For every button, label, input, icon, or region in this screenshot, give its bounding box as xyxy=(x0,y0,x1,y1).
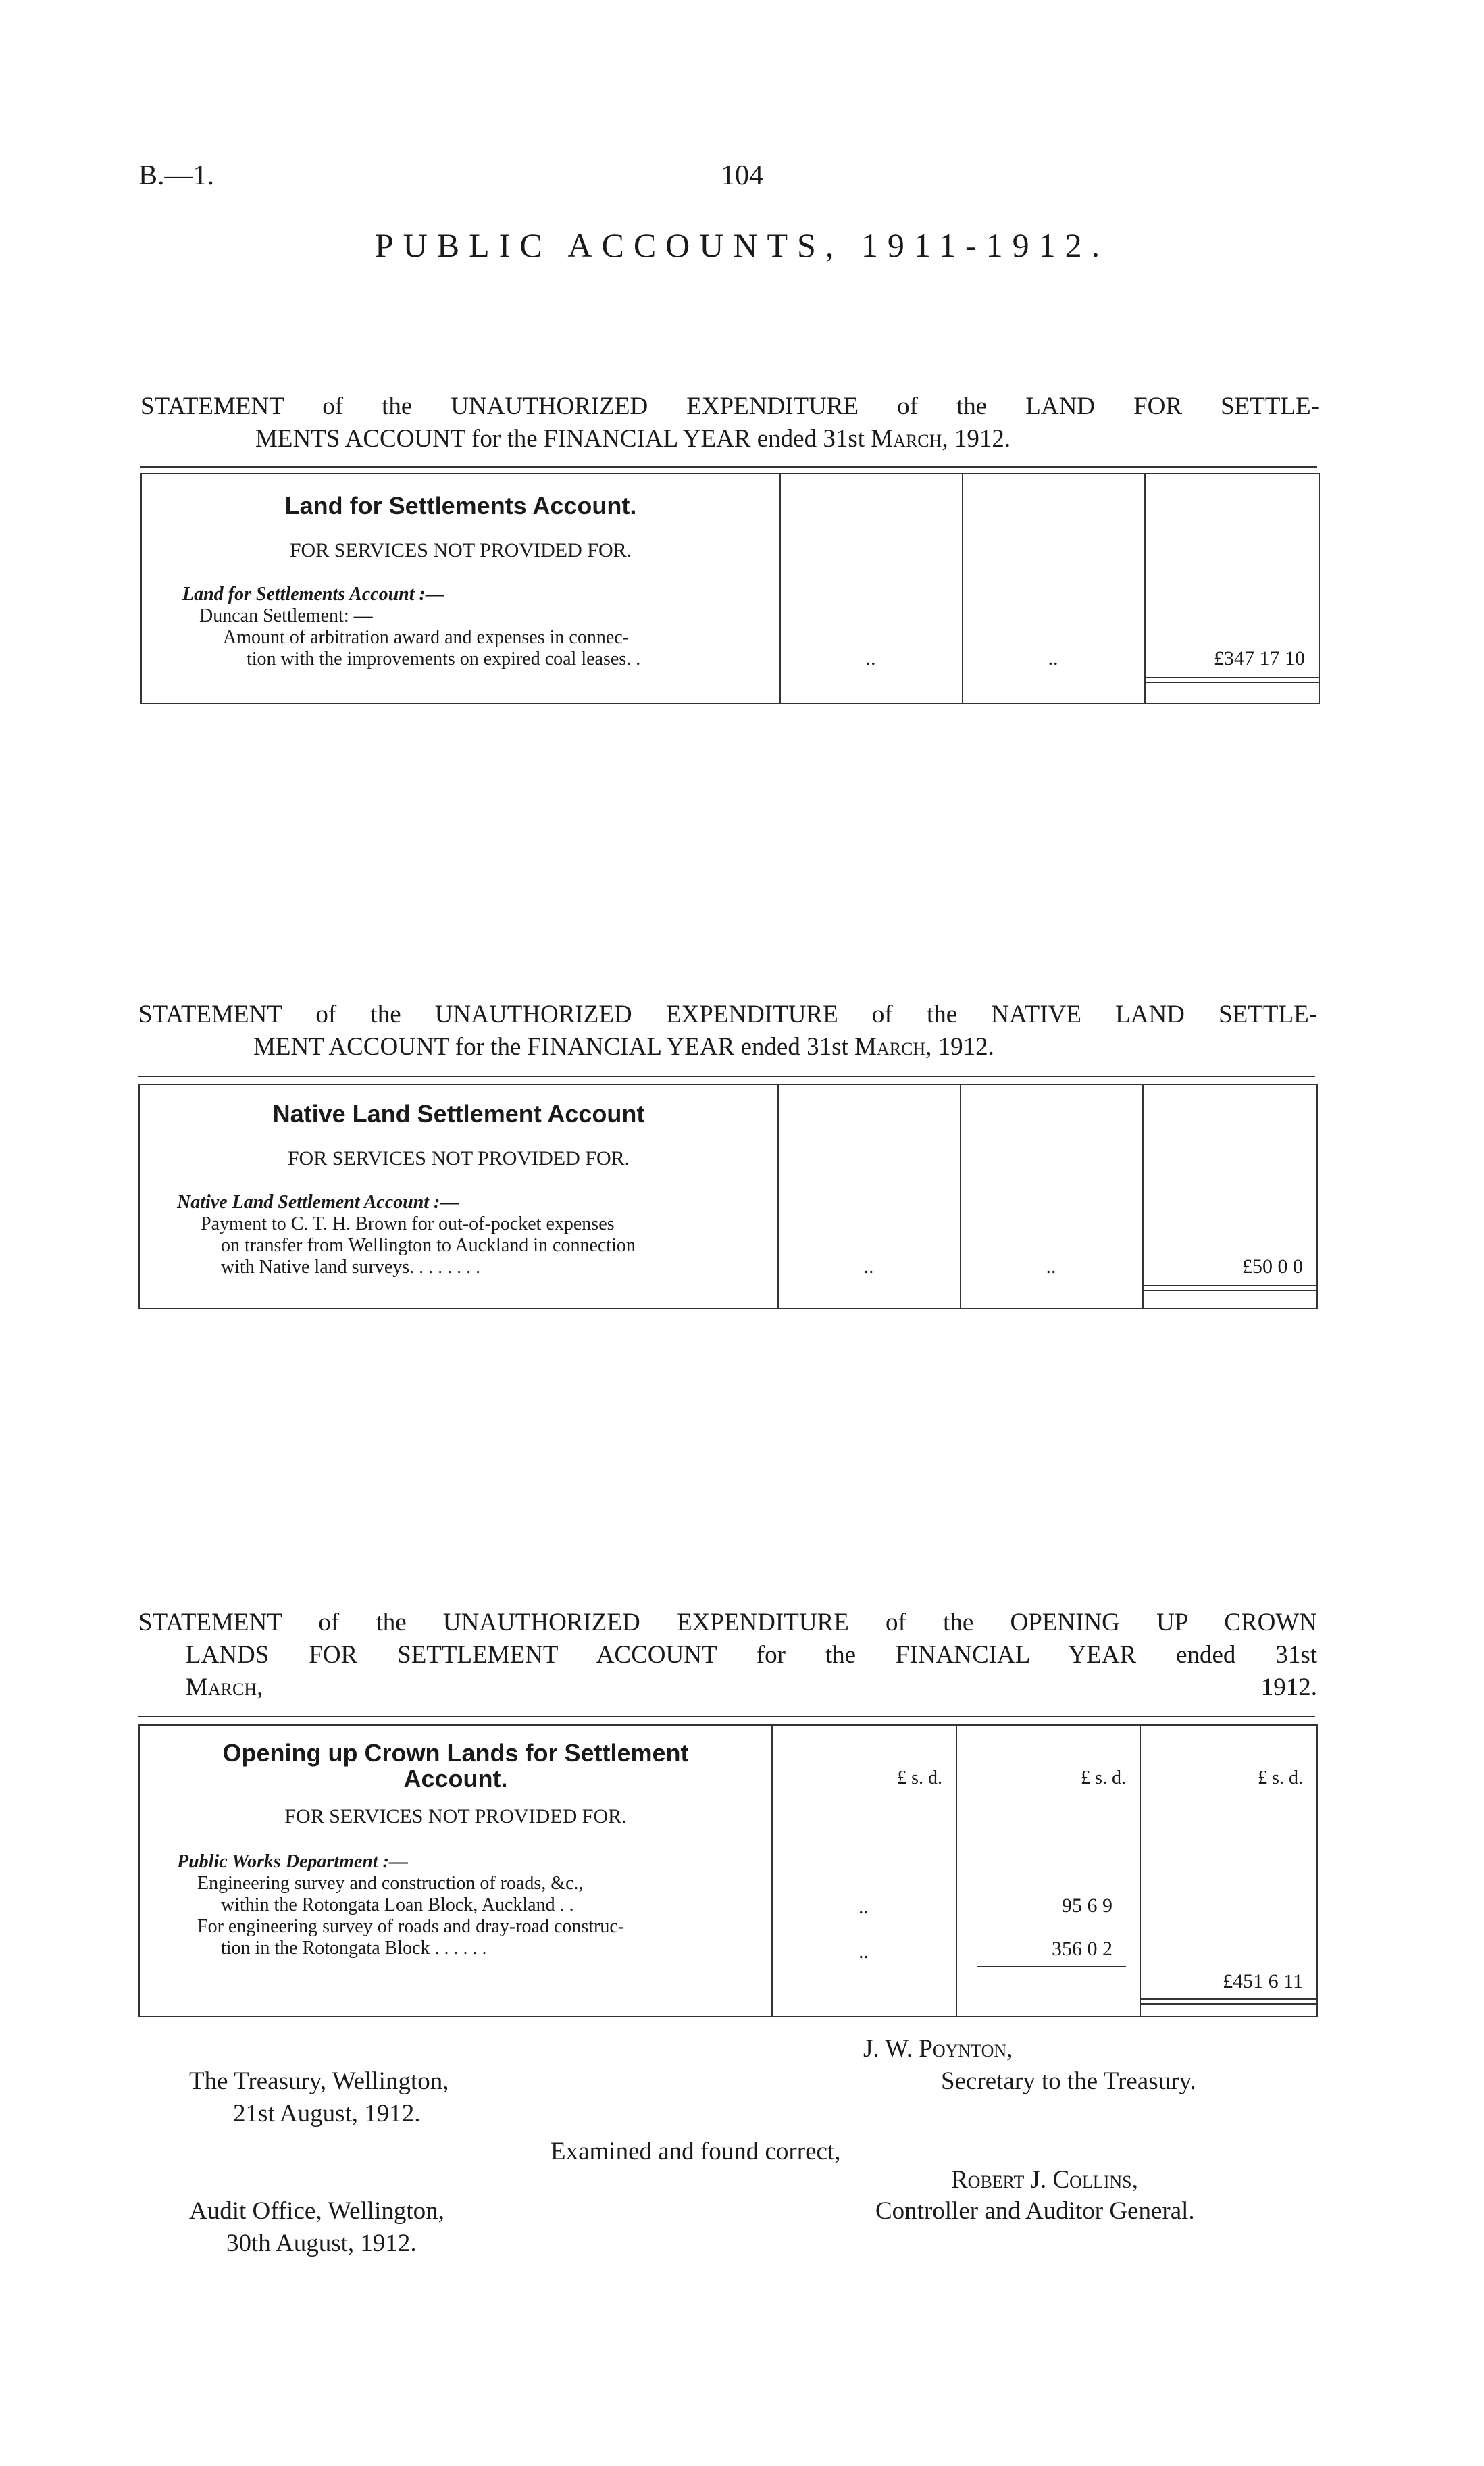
total-amount: £451 6 11 xyxy=(1223,1970,1303,1992)
statement-1-title-line1: STATEMENT of the UNAUTHORIZED EXPENDITURE of the LAND FOR SETTLE- xyxy=(140,393,1319,420)
page-number: 104 xyxy=(721,160,763,191)
account-heading-line1: Opening up Crown Lands for Settlement xyxy=(222,1739,689,1767)
statement-2-table xyxy=(138,1084,1318,1309)
statement-3-title-month: March xyxy=(186,1674,257,1701)
controller-name: Robert J. Collins, xyxy=(951,2166,1138,2194)
page-title: PUBLIC ACCOUNTS, 1911-1912. xyxy=(374,226,1110,264)
statement-3-table xyxy=(138,1724,1318,2017)
detail-line: Land for Settlements Account :— xyxy=(182,584,444,605)
detail-line: within the Rotongata Loan Block, Auckland . . xyxy=(221,1894,574,1915)
money-column-header: £ s. d. xyxy=(1081,1767,1126,1788)
amount-cell: 356 0 2 xyxy=(1052,1938,1112,1960)
services-subheading: FOR SERVICES NOT PROVIDED FOR. xyxy=(284,1805,627,1828)
services-subheading: FOR SERVICES NOT PROVIDED FOR. xyxy=(289,539,632,561)
statement-1-table xyxy=(140,473,1320,704)
total-amount: £347 17 10 xyxy=(1214,647,1305,670)
detail-line: on transfer from Wellington to Auckland in connection xyxy=(221,1235,636,1256)
statement-2-title-year: , 1912. xyxy=(925,1033,994,1061)
detail-line: Duncan Settlement: — xyxy=(199,605,373,626)
detail-line: Payment to C. T. H. Brown for out-of-pocket expenses xyxy=(201,1213,615,1234)
statement-1-title-month: March xyxy=(871,425,942,453)
amount-cell: 95 6 9 xyxy=(1062,1894,1112,1917)
amount-cell: .. xyxy=(1048,647,1058,670)
money-column-header: £ s. d. xyxy=(1258,1767,1303,1788)
total-amount: £50 0 0 xyxy=(1242,1255,1303,1278)
audit-place: Audit Office, Wellington, xyxy=(189,2197,444,2225)
statement-2-title-line2: MENT ACCOUNT for the FINANCIAL YEAR ended 31st xyxy=(253,1033,855,1061)
statement-3-title-line1: STATEMENT of the UNAUTHORIZED EXPENDITURE of the OPENING UP CROWN xyxy=(138,1609,1317,1636)
statement-3-top-rule xyxy=(138,1716,1315,1717)
statement-3-title-line2: LANDS FOR SETTLEMENT ACCOUNT for the FINANCIAL YEAR ended 31st xyxy=(186,1641,1317,1669)
examined-statement: Examined and found correct, xyxy=(551,2138,841,2165)
secretary-title: Secretary to the Treasury. xyxy=(941,2067,1196,2095)
subtotal-rule xyxy=(977,1966,1126,1967)
treasury-date: 21st August, 1912. xyxy=(233,2100,421,2128)
detail-line: Engineering survey and construction of roads, &c., xyxy=(197,1873,584,1894)
detail-line: with Native land surveys. . . . . . . . xyxy=(221,1257,481,1278)
detail-line: Public Works Department :— xyxy=(177,1851,408,1872)
amount-cell: .. xyxy=(1046,1255,1056,1278)
secretary-name: J. W. Poynton, xyxy=(863,2035,1013,2063)
amount-cell: .. xyxy=(863,1255,874,1278)
statement-1-title xyxy=(140,391,1319,455)
statement-3-title xyxy=(138,1607,1317,1704)
statement-1-title-line2: MENTS ACCOUNT for the FINANCIAL YEAR ended 31st xyxy=(255,425,871,453)
detail-line: For engineering survey of roads and dray-road construc- xyxy=(197,1916,625,1937)
amount-cell: .. xyxy=(865,647,876,670)
detail-line: Amount of arbitration award and expenses in connec- xyxy=(223,627,630,648)
amount-cell: .. xyxy=(859,1896,869,1918)
total-double-rule xyxy=(1142,1285,1316,1291)
document-reference: B.—1. xyxy=(138,160,215,191)
treasury-place: The Treasury, Wellington, xyxy=(189,2067,449,2095)
controller-title: Controller and Auditor General. xyxy=(875,2197,1195,2225)
statement-2-top-rule xyxy=(138,1076,1315,1077)
detail-line: Native Land Settlement Account :— xyxy=(177,1192,459,1213)
statement-2-title-line1: STATEMENT of the UNAUTHORIZED EXPENDITURE of the NATIVE LAND SETTLE- xyxy=(138,1001,1317,1028)
account-heading: Land for Settlements Account. xyxy=(284,492,637,520)
audit-date: 30th August, 1912. xyxy=(226,2230,417,2257)
statement-1-top-rule xyxy=(140,466,1317,468)
statement-2-title xyxy=(138,999,1317,1063)
money-column-header: £ s. d. xyxy=(897,1767,942,1788)
services-subheading: FOR SERVICES NOT PROVIDED FOR. xyxy=(287,1147,630,1169)
statement-1-title-year: , 1912. xyxy=(942,425,1011,453)
detail-line: tion with the improvements on expired coal leases. . xyxy=(247,649,641,670)
total-double-rule xyxy=(1140,1998,1316,2005)
amount-cell: .. xyxy=(859,1940,869,1963)
account-heading: Native Land Settlement Account xyxy=(272,1100,645,1128)
total-double-rule xyxy=(1144,677,1319,683)
detail-line: tion in the Rotongata Block . . . . . . xyxy=(221,1938,487,1959)
statement-2-title-month: March xyxy=(854,1033,926,1061)
account-heading-line2: Account. xyxy=(403,1765,508,1792)
statement-3-title-year: , 1912. xyxy=(257,1674,1317,1701)
